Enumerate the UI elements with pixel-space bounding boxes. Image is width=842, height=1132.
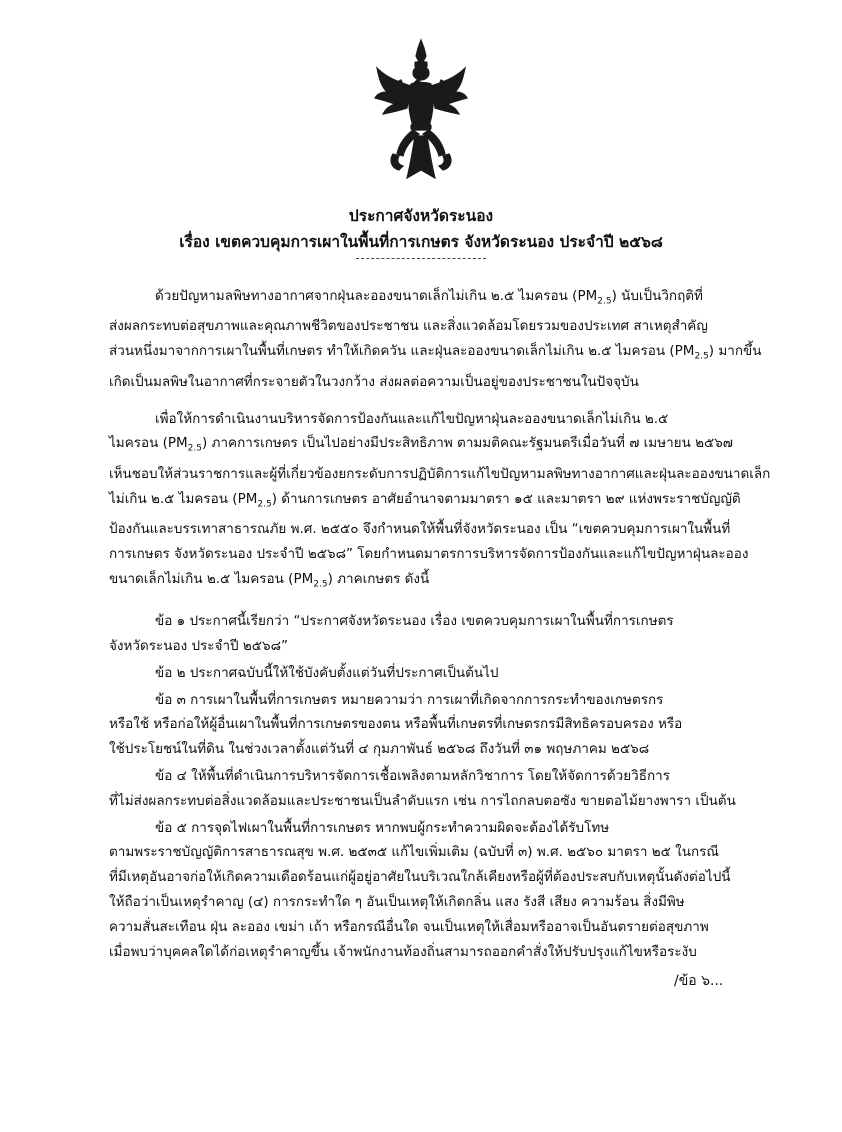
paragraph-line: จังหวัดระนอง ประจำปี ๒๕๖๘” <box>109 638 288 654</box>
paragraph-line: เห็นชอบให้ส่วนราชการและผู้ที่เกี่ยวข้องยกระดับการปฏิบัติการแก้ไขปัญหามลพิษทางอากาศและฝุ่นละอองขนาดเล็ก <box>109 465 771 482</box>
clause-1 <box>109 609 749 659</box>
paragraph-background <box>109 284 762 395</box>
paragraph-line: ข้อ ๑ ประกาศนี้เรียกว่า “ประกาศจังหวัดระนอง เรื่อง เขตควบคุมการเผาในพื้นที่การเกษตร <box>155 613 674 630</box>
paragraph-line: ไมครอน $(PM_{2.5})$ ภาคการเกษตร เป็นไปอย่างมีประสิทธิภาพ ตามมติคณะรัฐมนตรีเมื่อวันที่ ๗ เมษายน ๒๕๖๗ <box>109 435 733 455</box>
paragraph-line: ไม่เกิน ๒.๕ ไมครอน $(PM_{2.5})$ ด้านการเกษตร อาศัยอำนาจตามมาตรา ๑๕ และมาตรา ๒๙ แห่งพระราชบัญญัติ <box>109 490 741 510</box>
paragraph-line: ตามพระราชบัญญัติการสาธารณสุข พ.ศ. ๒๕๓๕ แก้ไขเพิ่มเติม (ฉบับที่ ๓) พ.ศ. ๒๕๖๐ มาตรา ๒๕ ในกรณี <box>109 844 719 861</box>
paragraph-line: หรือใช้ หรือก่อให้ผู้อื่นเผาในพื้นที่การเกษตรของตน หรือพื้นที่เกษตรที่เกษตรกรมีสิทธิครอบครอง หรือ <box>109 716 683 733</box>
paragraph-line: ป้องกันและบรรเทาสาธารณภัย พ.ศ. ๒๕๕๐ จึงกำหนดให้พื้นที่จังหวัดระนอง เป็น “เขตควบคุมการเผาในพื้นที่ <box>109 521 731 538</box>
clause-4 <box>109 764 749 814</box>
continuation-marker: /ข้อ ๖... <box>674 973 724 989</box>
announcement-subject: เรื่อง เขตควบคุมการเผาในพื้นที่การเกษตร จังหวัดระนอง ประจำปี ๒๕๖๘ <box>179 233 663 251</box>
paragraph-line: ข้อ ๕ การจุดไฟเผาในพื้นที่การเกษตร หากพบผู้กระทำความผิดจะต้องได้รับโทษ <box>155 819 610 836</box>
paragraph-line: ที่มีเหตุอันอาจก่อให้เกิดความเดือดร้อนแก่ผู้อยู่อาศัยในบริเวณใกล้เคียงหรือผู้ที่ต้องประสบกับเหตุนั้นดังต่อไปนี้ <box>109 869 731 886</box>
paragraph-line: ข้อ ๔ ให้พื้นที่ดำเนินการบริหารจัดการเชื้อเพลิงตามหลักวิชาการ โดยให้จัดการด้วยวิธีการ <box>155 767 670 784</box>
paragraph-line: การเกษตร จังหวัดระนอง ประจำปี ๒๕๖๘” โดยกำหนดมาตรการบริหารจัดการป้องกันและแก้ไขปัญหาฝุ่นละออง <box>109 545 749 562</box>
paragraph-line: ให้ถือว่าเป็นเหตุรำคาญ (๔) การกระทำใด ๆ อันเป็นเหตุให้เกิดกลิ่น แสง รังสี เสียง ความร้อน สิ่งมีพิษ <box>109 893 685 910</box>
paragraph-purpose <box>109 407 771 598</box>
clause-5 <box>109 816 749 965</box>
clause-3 <box>109 688 749 762</box>
paragraph-line: เมื่อพบว่าบุคคลใดได้ก่อเหตุรำคาญขึ้น เจ้าพนักงานท้องถิ่นสามารถออกคำสั่งให้ปรับปรุงแก้ไขหรือระงับ <box>109 943 697 960</box>
paragraph-line: ด้วยปัญหามลพิษทางอากาศจากฝุ่นละอองขนาดเล็กไม่เกิน ๒.๕ ไมครอน $(PM_{2.5})$ นับเป็นวิกฤติที่ <box>155 288 703 307</box>
garuda-emblem-icon <box>373 38 469 184</box>
title-divider <box>356 258 486 259</box>
paragraph-line: เกิดเป็นมลพิษในอากาศที่กระจายตัวในวงกว้าง ส่งผลต่อความเป็นอยู่ของประชาชนในปัจจุบัน <box>109 373 639 390</box>
paragraph-line: ส่วนหนึ่งมาจากการเผาในพื้นที่เกษตร ทำให้เกิดควัน และฝุ่นละอองขนาดเล็กไม่เกิน ๒.๕ ไมครอน $(PM_{2.5})$ มากขึ้น <box>109 343 762 362</box>
paragraph-line: ที่ไม่ส่งผลกระทบต่อสิ่งแวดล้อมและประชาชนเป็นลำดับแรก เช่น การไถกลบตอซัง ขายตอไม้ยางพารา เป็นต้น <box>109 792 736 809</box>
document-body <box>109 284 771 966</box>
paragraph-line: ส่งผลกระทบต่อสุขภาพและคุณภาพชีวิตของประชาชน และสิ่งแวดล้อมโดยรวมของประเทศ สาเหตุสำคัญ <box>109 318 708 335</box>
paragraph-line: เพื่อให้การดำเนินงานบริหารจัดการป้องกันและแก้ไขปัญหาฝุ่นละอองขนาดเล็กไม่เกิน ๒.๕ <box>155 410 669 427</box>
paragraph-line: ความสั่นสะเทือน ฝุ่น ละออง เขม่า เถ้า หรือกรณีอื่นใด จนเป็นเหตุให้เสื่อมหรืออาจเป็นอันตรายต่อสุขภาพ <box>109 918 709 935</box>
paragraph-line: ใช้ประโยชน์ในที่ดิน ในช่วงเวลาตั้งแต่วันที่ ๔ กุมภาพันธ์ ๒๕๖๘ ถึงวันที่ ๓๑ พฤษภาคม ๒๕๖๘ <box>109 741 650 758</box>
paragraph-line: ข้อ ๓ การเผาในพื้นที่การเกษตร หมายความว่า การเผาที่เกิดจากการกระทำของเกษตรกร <box>155 691 664 708</box>
paragraph-line: ขนาดเล็กไม่เกิน ๒.๕ ไมครอน $(PM_{2.5})$ ภาคเกษตร ดังนี้ <box>109 570 430 590</box>
paragraph-line: ข้อ ๒ ประกาศฉบับนี้ให้ใช้บังคับตั้งแต่วันที่ประกาศเป็นต้นไป <box>155 664 499 681</box>
announcement-title: ประกาศจังหวัดระนอง <box>348 207 494 225</box>
clause-2 <box>109 661 749 686</box>
